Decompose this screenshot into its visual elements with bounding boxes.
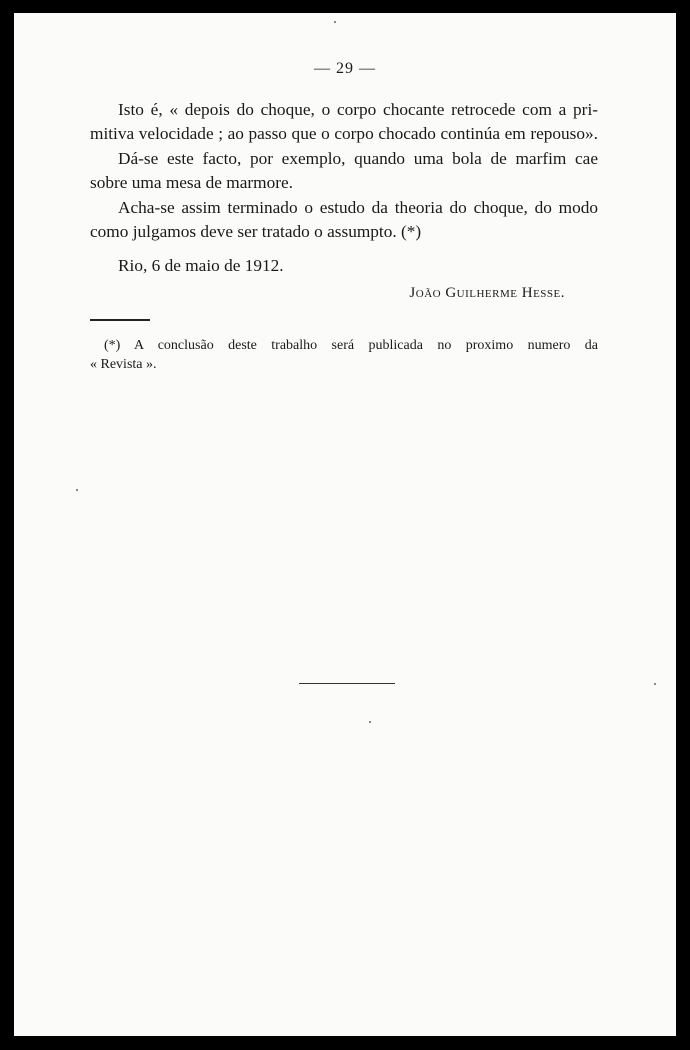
scan-speck — [334, 21, 336, 23]
date-line: Rio, 6 de maio de 1912. — [118, 256, 284, 275]
paragraph-1-line-1: Isto é, « depois do choque, o corpo chocante retrocede com a pri- — [118, 100, 598, 119]
footnote-line-2: « Revista ». — [90, 357, 157, 372]
document-page — [14, 13, 676, 1036]
footnote-line-1: (*) A conclusão deste trabalho será publicada no proximo numero da — [104, 338, 598, 353]
end-rule — [299, 683, 395, 684]
author-signature: João Guilherme Hesse. — [409, 285, 565, 301]
scan-speck — [369, 721, 371, 723]
scan-speck — [76, 489, 78, 491]
scan-speck — [654, 683, 656, 685]
paragraph-1-line-2: mitiva velocidade ; ao passo que o corpo chocado continúa em repouso». — [90, 124, 598, 143]
paragraph-3-line-1: Acha-se assim terminado o estudo da theoria do choque, do modo — [118, 198, 598, 217]
footnote-separator — [90, 319, 150, 321]
paragraph-2-line-2: sobre uma mesa de marmore. — [90, 173, 293, 192]
page-number: — 29 — — [314, 60, 376, 77]
paragraph-3-line-2: como julgamos deve ser tratado o assumpto. (*) — [90, 222, 422, 241]
paragraph-2-line-1: Dá-se este facto, por exemplo, quando uma bola de marfim cae — [118, 149, 598, 168]
